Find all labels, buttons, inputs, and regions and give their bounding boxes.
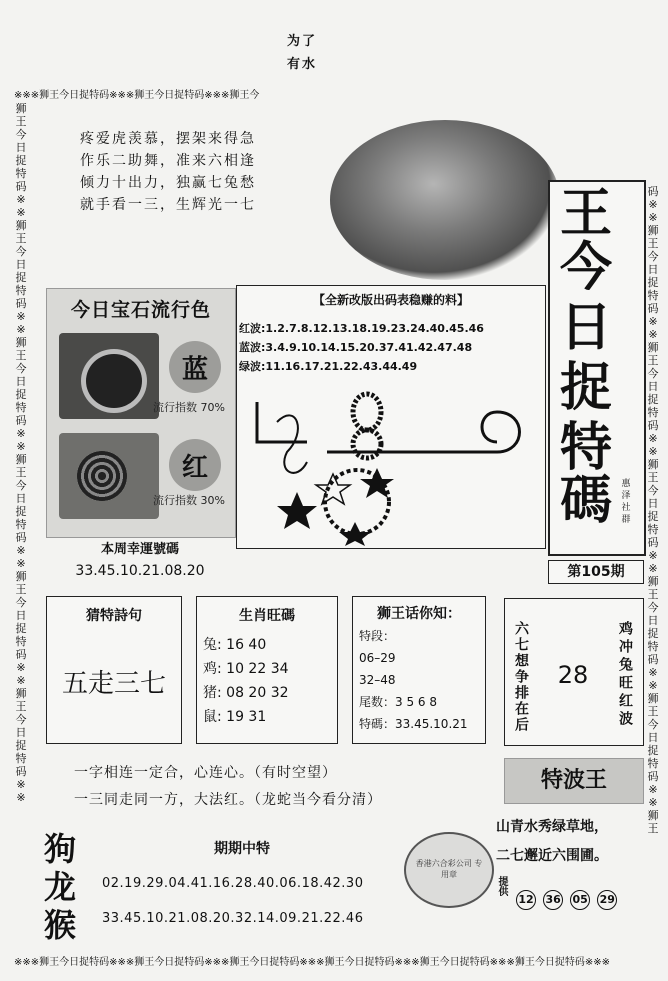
gem-title: 今日宝石流行色	[70, 299, 211, 321]
title-char: 特	[559, 417, 612, 478]
wave-king-balls	[516, 888, 619, 910]
gem-color-badge: 蓝	[169, 341, 221, 393]
wave-king-provider: 提供	[496, 876, 507, 896]
zodiac-box	[196, 596, 338, 744]
title-char: 王	[559, 183, 612, 244]
gem-ring-image	[59, 433, 159, 519]
poem-line: 就手看一三，生辉光一七	[80, 197, 256, 213]
big-zodiac-char: 狗	[44, 830, 77, 868]
big-zodiac-char: 猴	[44, 906, 77, 944]
periodic-title: 期期中特	[214, 841, 270, 857]
zodiac-title: 生肖旺碼	[239, 608, 295, 624]
zodiac-row: 兔: 16 40	[203, 637, 267, 653]
top-border-text: ※※※狮王今日捉特码※※※狮王今日捉特码※※※狮王今	[14, 90, 260, 101]
left-border-text: 狮王今日捉特码※※狮王今日捉特码※※狮王今日捉特码※※狮王今日捉特码※※狮王今日捉特码※※狮王今日捉特码※※	[15, 102, 27, 804]
title-panel	[548, 180, 646, 556]
riddle-poem-box	[46, 596, 182, 744]
header-line-2: 有水	[287, 57, 318, 72]
lion-says-row: 32–48	[359, 673, 396, 687]
right-info-right-col: 鸡冲兔旺红波	[617, 621, 633, 729]
wave-king-line: 山青水秀绿草地，	[496, 819, 608, 835]
periodic-line: 33.45.10.21.08.20.32.14.09.21.22.46	[102, 911, 364, 926]
number-ball: 05	[570, 890, 590, 910]
big-zodiac	[44, 830, 76, 944]
blue-wave-line: 蓝波:3.4.9.10.14.15.20.37.41.42.47.48	[239, 341, 473, 354]
lion-says-row: 尾数：3 5 6 8	[359, 695, 437, 709]
title-char: 日	[559, 297, 612, 358]
waves-panel	[236, 285, 546, 549]
right-info-box	[504, 598, 644, 746]
poem	[80, 128, 280, 216]
wave-king-logo: 特波王	[540, 768, 607, 793]
zodiac-list	[203, 633, 289, 729]
title-char: 捉	[559, 357, 612, 418]
company-seal: 香港六合彩公司 专用章	[404, 832, 494, 908]
bottom-border-text: ※※※狮王今日捉特码※※※狮王今日捉特码※※※狮王今日捉特码※※※狮王今日捉特码※※※狮王今日捉特码※※※狮王今日捉特码※※※	[14, 957, 610, 968]
gem-index: 流行指数 30%	[153, 494, 225, 507]
red-wave-line: 红波:1.2.7.8.12.13.18.19.23.24.40.45.46	[239, 322, 484, 335]
title-side-note: 惠 泽 社 群	[621, 479, 631, 525]
slogan-line: 一三同走同一方，大法红。（龙蛇当今看分清）	[74, 792, 382, 808]
zodiac-row: 鼠: 19 31	[203, 709, 267, 725]
number-ball: 12	[516, 890, 536, 910]
header-line-1: 为了	[287, 34, 318, 49]
lion-says-row: 特段：	[359, 629, 396, 643]
poem-line: 作乐二助舞，准来六相逢	[80, 153, 256, 169]
gem-index: 流行指数 70%	[153, 401, 225, 414]
lion-says-title: 狮王话你知：	[377, 606, 461, 622]
green-wave-line: 绿波:11.16.17.21.22.43.44.49	[239, 360, 418, 373]
issue-number: 第105期	[548, 560, 644, 584]
lion-says-list	[359, 625, 468, 735]
poem-line: 倾力十出力，独赢七兔愁	[80, 175, 256, 191]
right-border-text: 码※※狮王今日捉特码※※狮王今日捉特码※※狮王今日捉特码※※狮王今日捉特码※※狮王今日捉特码※※狮王	[647, 185, 659, 835]
gem-ring-image	[59, 333, 159, 419]
lion-says-row: 06–29	[359, 651, 396, 665]
slogan-line: 一字相连一定合，心连心。（有时空望）	[74, 765, 337, 781]
lion-says-row: 特碼：33.45.10.21	[359, 717, 468, 731]
riddle-poem-text: 五走三七	[61, 669, 166, 699]
riddle-drawing	[237, 382, 543, 546]
number-ball: 36	[543, 890, 563, 910]
poem-line: 疼爱虎羡慕，摆架来得急	[80, 131, 256, 147]
wave-king-logo-box	[504, 758, 644, 804]
title-char: 碼	[559, 470, 612, 531]
lucky-numbers: 33.45.10.21.08.20	[75, 563, 205, 579]
zodiac-row: 猪: 08 20 32	[203, 685, 289, 701]
gem-panel	[46, 288, 236, 538]
gem-color-badge: 红	[169, 439, 221, 491]
waves-title: 【全新改版出码表稳赚的料】	[312, 293, 469, 307]
title-char: 今	[559, 237, 612, 298]
zodiac-row: 鸡: 10 22 34	[203, 661, 289, 677]
right-info-left-col: 六七想争排在后	[513, 621, 529, 733]
wave-king-line: 二七邂近六围圃。	[496, 848, 608, 864]
periodic-line: 02.19.29.04.41.16.28.40.06.18.42.30	[102, 876, 364, 891]
lion-says-box	[352, 596, 486, 744]
right-info-number: 28	[557, 661, 589, 689]
riddle-poem-title: 猜特詩句	[86, 608, 142, 624]
lucky-title: 本周幸運號碼	[100, 542, 179, 557]
number-ball: 29	[597, 890, 617, 910]
big-zodiac-char: 龙	[44, 868, 77, 906]
lion-image	[330, 120, 560, 280]
